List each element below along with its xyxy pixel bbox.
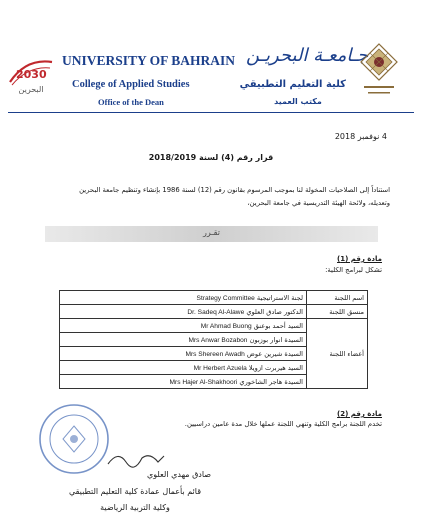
preamble-line-1: استناداً إلى الصلاحيات المخولة لنا بموجب المرسوم بقانون رقم (12) لسنة 1986 بإنشاء وتنظيم جامعة البحرين bbox=[79, 186, 390, 194]
member-en: Mrs Anwar Bozabon bbox=[188, 336, 248, 344]
member-cell bbox=[60, 361, 307, 375]
member-cell bbox=[60, 319, 307, 333]
university-name-ar: جـامعـة البحريـن bbox=[246, 45, 369, 66]
official-stamp bbox=[37, 402, 111, 480]
vision-number: 2030 bbox=[16, 68, 47, 81]
member-cell bbox=[60, 375, 307, 389]
table-row bbox=[60, 305, 368, 319]
signatory-name: صادق مهدي العلوي bbox=[147, 470, 212, 479]
member-ar: السيدة شيرين عوض bbox=[246, 349, 303, 358]
signatory-title-line-1: قائم بأعمال عمادة كلية التعليم التطبيقي bbox=[68, 487, 202, 496]
member-cell bbox=[60, 333, 307, 347]
office-name-en: Office of the Dean bbox=[98, 97, 164, 107]
decides-banner bbox=[45, 226, 378, 242]
college-name-en: College of Applied Studies bbox=[72, 79, 190, 90]
decision-title: قرار رقم (4) لسنة 2018/2019 bbox=[148, 153, 274, 162]
member-cell bbox=[60, 347, 307, 361]
member-en: Mr Ahmad Buong bbox=[200, 322, 252, 330]
member-en: Mr Herbert Azuela bbox=[193, 364, 247, 372]
member-en: Mrs Shereen Awadh bbox=[185, 350, 245, 358]
member-ar: السيد أحمد بوعنق bbox=[253, 321, 303, 330]
coordinator-cell bbox=[60, 305, 307, 319]
committee-name-en: Strategy Committee bbox=[196, 294, 255, 302]
article-1-title: مادة رقم (1) bbox=[337, 255, 382, 263]
article-1-text: تشكل لبرامج الكلية: bbox=[325, 266, 382, 274]
coordinator-ar: الدكتور صادق العلوي bbox=[246, 307, 303, 316]
article-2-title: مادة رقم (2) bbox=[337, 410, 382, 418]
vision-country: البحرين bbox=[18, 85, 44, 94]
members-label: أعضاء اللجنة bbox=[307, 319, 368, 389]
decides-label: تقـرر bbox=[203, 228, 220, 237]
committee-name-label: اسم اللجنة bbox=[307, 291, 368, 305]
preamble-line-2: وتعديله، ولائحة الهيئة التدريسية في جامعة البحرين، bbox=[247, 199, 390, 207]
member-en: Mrs Hajer Al-Shakhoori bbox=[169, 378, 238, 386]
header-divider bbox=[8, 112, 414, 113]
table-row bbox=[60, 291, 368, 305]
member-ar: السيد هيربرت ازويلا bbox=[248, 363, 303, 372]
coordinator-en: Dr. Sadeq Al-Alawe bbox=[187, 308, 245, 316]
committee-name-cell bbox=[60, 291, 307, 305]
committee-table bbox=[59, 290, 368, 389]
member-ar: السيدة هاجر الشاخوري bbox=[239, 377, 303, 386]
bahrain-vision-2030-logo bbox=[6, 52, 56, 98]
office-name-ar: مكتب العميد bbox=[274, 97, 322, 106]
member-ar: السيدة انوار بوزبون bbox=[249, 335, 303, 344]
college-name-ar: كلية التعليم التطبيقي bbox=[239, 79, 346, 90]
university-crest-logo bbox=[356, 40, 402, 108]
signatory-title-line-2: وكلية التربية الرياضية bbox=[100, 503, 170, 512]
university-name-en: UNIVERSITY OF BAHRAIN bbox=[62, 53, 236, 68]
document-date: 4 نوفمبر 2018 bbox=[334, 132, 387, 141]
table-row bbox=[60, 319, 368, 333]
article-2-text: تخدم اللجنة برامج الكلية وتنهي اللجنة عملها خلال مدة عامين دراسيين. bbox=[184, 420, 382, 428]
preamble bbox=[30, 184, 390, 210]
committee-name-ar: لجنة الاستراتيجية bbox=[256, 293, 303, 302]
coordinator-label: منسق اللجنة bbox=[307, 305, 368, 319]
